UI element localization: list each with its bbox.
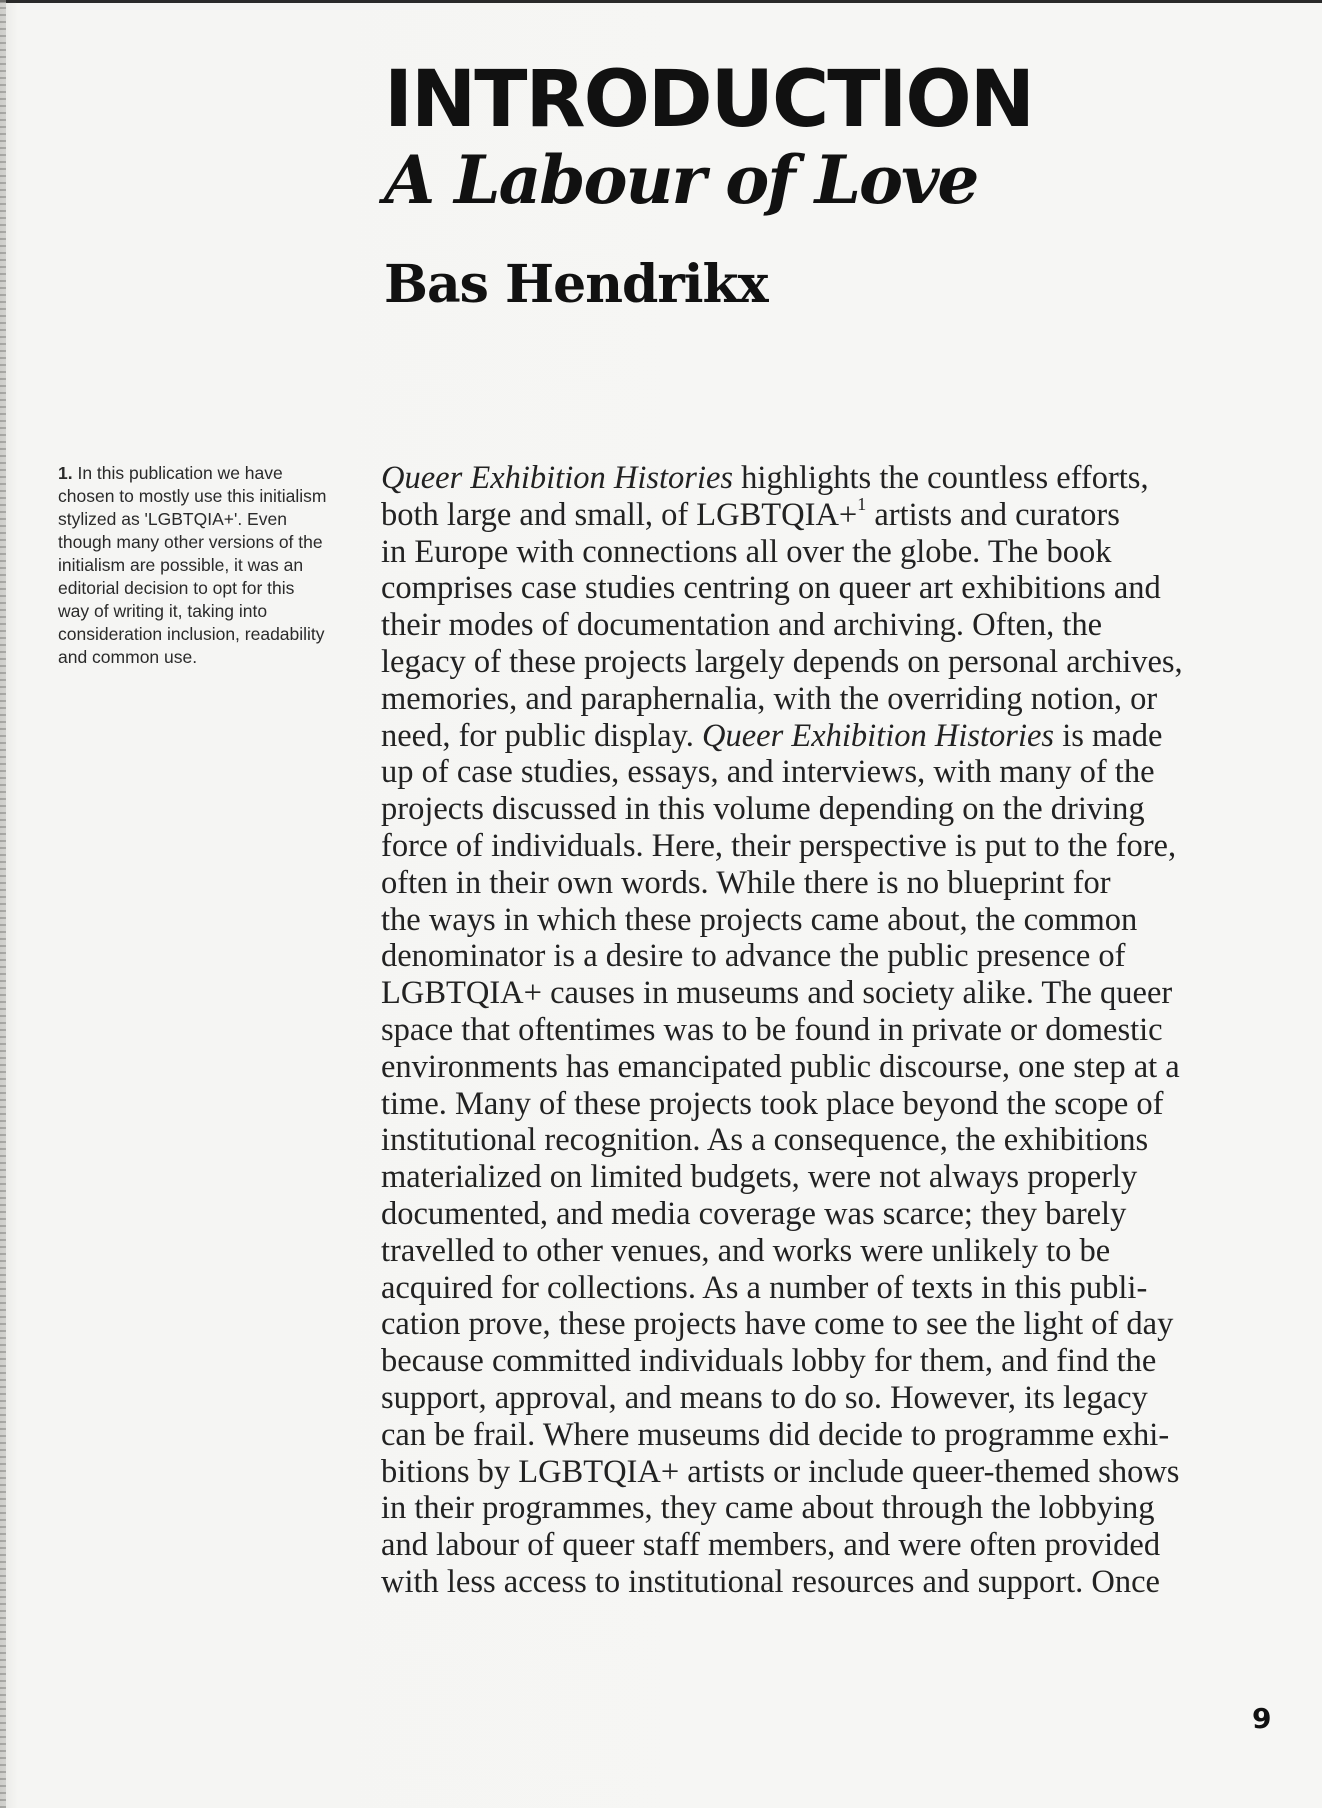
chapter-title: INTRODUCTION xyxy=(384,55,1034,145)
body-line: materialized on limited budgets, were not always properly xyxy=(381,1159,1138,1196)
book-title-italic: Queer Exhibition Histories xyxy=(381,460,734,496)
body-line: travelled to other venues, and works were unlikely to be xyxy=(381,1232,1111,1269)
body-line: LGBTQIA+ causes in museums and society alike. The queer xyxy=(381,975,1173,1012)
body-text xyxy=(381,460,1281,1601)
body-line: need, for public display. Queer Exhibition Histories is made xyxy=(381,717,1163,754)
title-block xyxy=(384,55,1144,219)
body-line: bitions by LGBTQIA+ artists or include queer-themed shows xyxy=(381,1453,1180,1490)
author-name: Bas Hendrikx xyxy=(384,254,768,315)
footnote-number: 1. xyxy=(58,463,73,483)
body-line: up of case studies, essays, and interviews, with many of the xyxy=(381,754,1155,791)
body-line: Queer Exhibition Histories highlights the countless efforts, xyxy=(381,460,1149,496)
body-line: in Europe with connections all over the globe. The book xyxy=(381,533,1112,570)
body-line: time. Many of these projects took place beyond the scope of xyxy=(381,1085,1164,1122)
body-line: comprises case studies centring on queer art exhibitions and xyxy=(381,570,1161,607)
body-line: institutional recognition. As a consequence, the exhibitions xyxy=(381,1122,1149,1159)
body-line: cation prove, these projects have come to see the light of day xyxy=(381,1306,1174,1343)
body-line: documented, and media coverage was scarce; they barely xyxy=(381,1195,1127,1232)
page-top-edge xyxy=(0,0,1322,3)
body-line: legacy of these projects largely depends on personal archives, xyxy=(381,643,1183,680)
body-line: often in their own words. While there is no blueprint for xyxy=(381,864,1111,901)
body-line: projects discussed in this volume depending on the driving xyxy=(381,791,1145,828)
body-line: denominator is a desire to advance the public presence of xyxy=(381,938,1126,975)
footnote-reference: 1 xyxy=(857,493,867,514)
body-line: memories, and paraphernalia, with the overriding notion, or xyxy=(381,680,1158,717)
body-line: their modes of documentation and archiving. Often, the xyxy=(381,607,1103,644)
body-line: can be frail. Where museums did decide to programme exhi- xyxy=(381,1416,1170,1453)
body-line: support, approval, and means to do so. However, its legacy xyxy=(381,1379,1148,1416)
body-line: and labour of queer staff members, and were often provided xyxy=(381,1527,1161,1564)
body-line: both large and small, of LGBTQIA+$^1$ artists and curators xyxy=(381,493,1120,533)
body-line: with less access to institutional resources and support. Once xyxy=(381,1563,1160,1600)
binding-edge xyxy=(0,0,6,1808)
book-title-italic: Queer Exhibition Histories xyxy=(702,717,1055,754)
body-line: force of individuals. Here, their perspective is put to the fore, xyxy=(381,827,1177,864)
body-line: because committed individuals lobby for them, and find the xyxy=(381,1343,1157,1380)
footnote-text: In this publication we have chosen to mostly use this initialism stylized as 'LGBTQIA+'. Even though many other versions of the initialism are possible, it was an editorial decision to opt for this way of writing it, taking into consideration inclusion, readability and common use. xyxy=(58,463,327,667)
body-line: in their programmes, they came about through the lobbying xyxy=(381,1490,1155,1527)
body-line: environments has emancipated public discourse, one step at a xyxy=(381,1048,1180,1085)
body-line: acquired for collections. As a number of texts in this publi- xyxy=(381,1269,1148,1306)
chapter-subtitle: A Labour of Love xyxy=(384,141,978,219)
body-line: the ways in which these projects came about, the common xyxy=(381,901,1138,938)
body-line: space that oftentimes was to be found in private or domestic xyxy=(381,1011,1163,1048)
footnote xyxy=(58,462,328,669)
page-number: 9 xyxy=(1252,1702,1272,1735)
